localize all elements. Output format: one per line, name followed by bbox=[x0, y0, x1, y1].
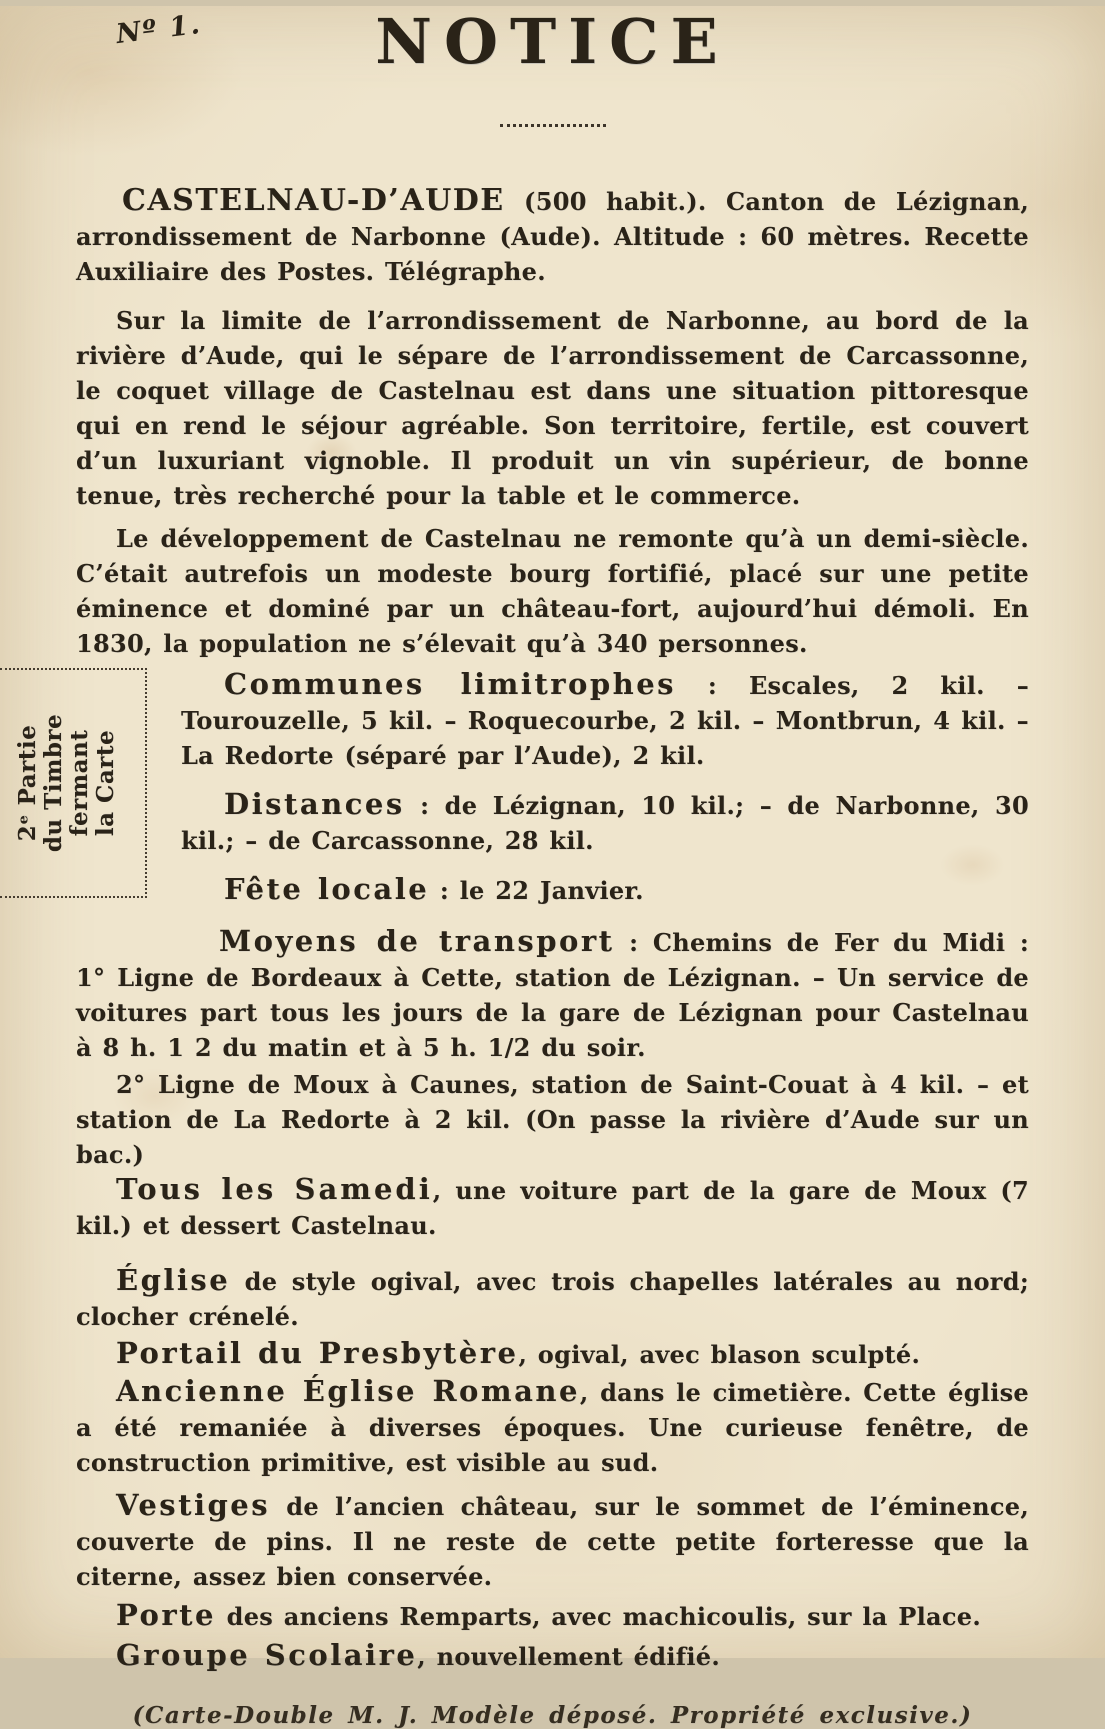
paragraph-distances bbox=[181, 787, 1029, 858]
paragraph-text: : le 22 Janvier. bbox=[429, 876, 644, 905]
paragraph-text: , ogival, avec blason sculpté. bbox=[518, 1340, 921, 1369]
issue-number: Nº 1. bbox=[114, 8, 204, 51]
paragraph-text: 2° Ligne de Moux à Caunes, station de Saint-Couat à 4 kil. – et station de La Redorte à 2 kil. (On passe la rivière d’Aude sur un bac.) bbox=[76, 1070, 1029, 1169]
stamp-note-line: du Timbre bbox=[39, 713, 67, 853]
stamp-section bbox=[13, 667, 1029, 908]
paragraph-intro bbox=[76, 183, 1029, 289]
paragraph-samedi bbox=[76, 1172, 1029, 1243]
paragraph-text: Sur la limite de l’arrondissement de Narbonne, au bord de la rivière d’Aude, qui le sépare de l’arrondissement de Carcassonne, le coquet village de Castelnau est dans une situation pittoresque qui en rend le séjour agréable. Son territoire, fertile, est couvert d’un luxuriant vignoble. Il produit un vin supérieur, de bonne tenue, très recherché pour la table et le commerce. bbox=[76, 306, 1029, 510]
paragraph-text: , dans le cimetière. Cette église a été remaniée à diverses époques. Une curieuse fenêtre, de construction primitive, est visible au sud. bbox=[76, 1378, 1030, 1477]
paragraph-text: (500 habit.). Canton de Lézignan, arrondissement de Narbonne (Aude). Altitude : 60 mètres. Recette Auxiliaire des Postes. Télégraphe. bbox=[76, 187, 1029, 286]
paragraph-fete-locale bbox=[181, 872, 1029, 908]
paragraph-porte-remparts bbox=[76, 1598, 1029, 1634]
paragraph-ancienne-eglise bbox=[76, 1374, 1029, 1480]
stamp-fold-box bbox=[0, 668, 147, 898]
stamp-note-line: fermant bbox=[65, 729, 93, 837]
paragraph-lead: Distances bbox=[224, 787, 405, 821]
paragraph-communes bbox=[181, 667, 1029, 773]
paragraph-lead: Groupe Scolaire bbox=[116, 1638, 418, 1672]
paragraph-text: des anciens Remparts, avec machicoulis, sur la Place. bbox=[216, 1602, 982, 1631]
paragraph-lead: Fête locale bbox=[224, 872, 430, 906]
paragraph-transport bbox=[76, 924, 1029, 1065]
paragraph-lead: Communes limitrophes bbox=[224, 667, 676, 701]
paragraph-text: : de Lézignan, 10 kil.; – de Narbonne, 30 kil.; – de Carcassonne, 28 kil. bbox=[181, 791, 1029, 855]
paragraph-text: , nouvellement édifié. bbox=[417, 1642, 721, 1671]
paragraph-portail bbox=[76, 1336, 1029, 1372]
stamp-note-line: 2ᵉ Partie bbox=[13, 724, 41, 842]
paragraph-text: Le développement de Castelnau ne remonte qu’à un demi-siècle. C’était autrefois un modeste bourg fortifié, placé sur une petite éminence et dominé par un château-fort, aujourd’hui démoli. En 1830, la population ne s’élevait qu’à 340 personnes. bbox=[76, 524, 1029, 658]
paragraph-lead: CASTELNAU-D’AUDE bbox=[122, 183, 505, 218]
page-title: NOTICE bbox=[375, 5, 730, 78]
paragraph-groupe-scolaire bbox=[76, 1638, 1029, 1674]
paragraph-history bbox=[76, 521, 1029, 661]
paragraph-vestiges bbox=[76, 1488, 1029, 1594]
paragraph-lead: Portail du Presbytère bbox=[116, 1336, 519, 1370]
paragraph-lead: Tous les Samedi bbox=[116, 1172, 433, 1206]
paragraph-eglise bbox=[76, 1263, 1029, 1334]
title-separator bbox=[500, 124, 606, 127]
paragraph-text: : Chemins de Fer du Midi : 1° Ligne de Bordeaux à Cette, station de Lézignan. – Un service de voitures part tous les jours de la gare de Lézignan pour Castelnau à 8 h. 1 2 du matin et à 5 h. 1/2 du soir. bbox=[76, 928, 1029, 1062]
stamp-fold-note bbox=[15, 714, 119, 852]
paragraph-lead: Ancienne Église Romane bbox=[116, 1374, 580, 1408]
paragraph-ligne-moux bbox=[76, 1067, 1029, 1172]
paragraph-lead: Moyens de transport bbox=[219, 924, 615, 958]
paragraph-text: de l’ancien château, sur le sommet de l’éminence, couverte de pins. Il ne reste de cette petite forteresse que la citerne, assez bien conservée. bbox=[76, 1492, 1029, 1591]
paragraph-lead: Église bbox=[116, 1263, 231, 1297]
footer-imprint: (Carte-Double M. J. Modèle déposé. Propriété exclusive.) bbox=[132, 1702, 973, 1729]
paragraph-lead: Porte bbox=[116, 1598, 216, 1632]
notice-card bbox=[0, 5, 1105, 1729]
paragraph-text: de style ogival, avec trois chapelles latérales au nord; clocher crénelé. bbox=[76, 1267, 1029, 1331]
paragraph-text: : Escales, 2 kil. – Tourouzelle, 5 kil. – Roquecourbe, 2 kil. – Montbrun, 4 kil. – La Redorte (séparé par l’Aude), 2 kil. bbox=[181, 671, 1029, 770]
paragraph-text: , une voiture part de la gare de Moux (7 kil.) et dessert Castelnau. bbox=[76, 1176, 1029, 1240]
stamp-note-line: la Carte bbox=[91, 729, 119, 837]
paragraph-lead: Vestiges bbox=[116, 1488, 271, 1522]
paragraph-situation bbox=[76, 303, 1029, 513]
